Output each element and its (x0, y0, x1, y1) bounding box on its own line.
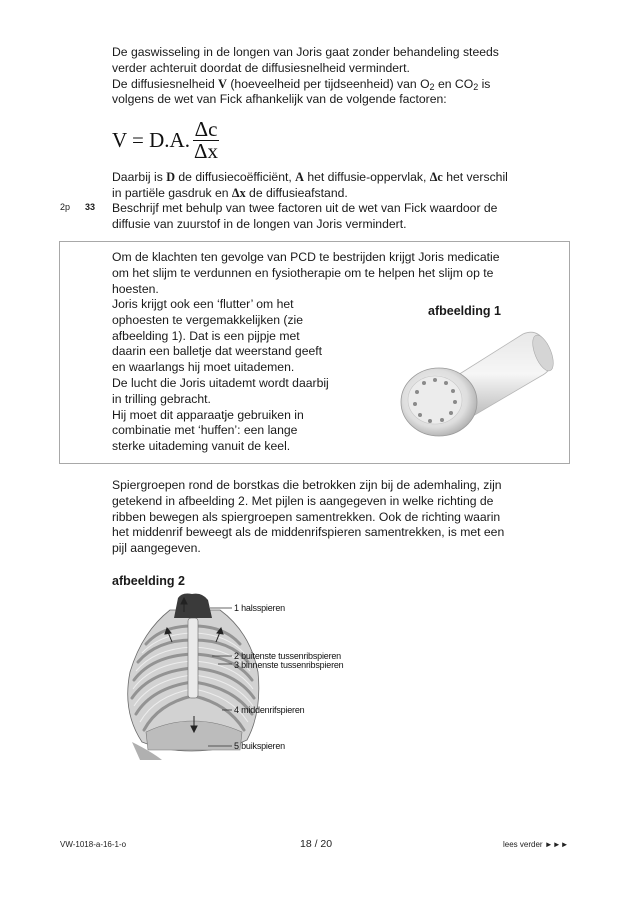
text-run: het verschil (442, 170, 508, 184)
symbol-v: V (218, 76, 227, 91)
symbol-delta-x: Δx (231, 185, 246, 200)
subscript: 2 (473, 81, 479, 92)
question-line-1: Beschrijf met behulp van twee factoren uit de wet van Fick waardoor de (112, 201, 498, 215)
intro-line-1: De gaswisseling in de longen van Joris gaat zonder behandeling steeds (112, 45, 499, 59)
muscle-label-3: 3 binnenste tussenribspieren (234, 660, 344, 670)
question-number: 33 (85, 202, 96, 212)
formula-lhs: V = D.A. (112, 127, 190, 152)
box-paragraph-2 (112, 297, 372, 455)
footer-exam-code: VW-1018-a-16-1-o (60, 840, 127, 849)
figure-2-title: afbeelding 2 (112, 574, 185, 588)
text-run: De diffusiesnelheid (112, 76, 219, 91)
explanation-paragraph (112, 170, 567, 202)
text-run: Daarbij is (112, 170, 167, 184)
question-points: 2p (60, 202, 71, 212)
symbol-a: A (295, 170, 304, 184)
explanation-line-2 (112, 186, 567, 202)
flutter-device-image (395, 320, 560, 440)
muscle-line: getekend in afbeelding 2. Met pijlen is aangegeven in welke richting de (112, 493, 494, 508)
muscle-paragraph (112, 478, 567, 557)
box-p2-line: sterke uitademing vanuit de keel. (112, 439, 291, 454)
intro-paragraph (112, 45, 567, 108)
subscript: 2 (429, 81, 435, 92)
text-run: (hoeveelheid per tijdseenheid) van O (226, 76, 430, 91)
box-p1-line-1: Om de klachten ten gevolge van PCD te bestrijden krijgt Joris medicatie (112, 250, 500, 264)
text-run: de diffusiecoëfficiënt, (175, 170, 296, 184)
box-paragraph-1 (112, 250, 567, 297)
figure-1-title: afbeelding 1 (428, 304, 501, 318)
muscle-line: het middenrif beweegt als de middenrifspieren samentrekken, is met een (112, 525, 505, 540)
text-run: en CO (434, 76, 474, 91)
question-line-2: diffusie van zuurstof in de longen van Joris vermindert. (112, 216, 407, 231)
symbol-d: D (166, 170, 175, 184)
box-p2-line: combinatie met ‘huffen’: een lange (112, 423, 298, 438)
muscle-line: pijl aangegeven. (112, 541, 201, 556)
box-p2-line: en waarlangs hij moet uitademen. (112, 360, 295, 375)
footer-next-page: lees verder ►►► (503, 840, 569, 849)
formula-denominator: Δx (193, 138, 218, 163)
text-run: is (478, 76, 491, 91)
box-p2-line: Hij moet dit apparaatje gebruiken in (112, 407, 304, 422)
muscle-line: ribben bewegen als spiergroepen samentrekken. Ook de richting waarin (112, 509, 501, 524)
box-p2-line: afbeelding 1). Dat is een pijpje met (112, 328, 300, 343)
intro-line-3 (112, 77, 567, 93)
muscle-line: Spiergroepen rond de borstkas die betrokken zijn bij de ademhaling, zijn (112, 478, 502, 492)
thorax-muscles-image (112, 592, 362, 762)
formula-fraction (192, 116, 220, 163)
fick-formula (112, 118, 220, 162)
box-p2-line: daarin een balletje dat weerstand geeft (112, 344, 323, 359)
symbol-delta-c: Δc (429, 170, 443, 184)
explanation-line-1 (112, 170, 567, 186)
muscle-label-2: 2 buitenste tussenribspieren (234, 651, 341, 661)
box-p2-line: De lucht die Joris uitademt wordt daarbij (112, 375, 329, 390)
muscle-label-4: 4 middenrifspieren (234, 705, 305, 715)
formula-numerator: Δc (194, 116, 218, 141)
box-p2-line: in trilling gebracht. (112, 391, 211, 406)
intro-line-4: volgens de wet van Fick afhankelijk van de volgende factoren: (112, 92, 447, 107)
question-text (112, 201, 567, 233)
text-run: in partiële gasdruk en (112, 185, 232, 200)
text-run: het diffusie-oppervlak, (303, 170, 430, 184)
muscle-label-1: 1 halsspieren (234, 603, 285, 613)
box-p2-line: Joris krijgt ook een ‘flutter’ om het (112, 297, 294, 311)
text-run: de diffusieafstand. (245, 185, 348, 200)
footer-page-number: 18 / 20 (300, 838, 333, 850)
muscle-label-5: 5 buikspieren (234, 741, 285, 751)
box-p1-line-3: hoesten. (112, 281, 159, 296)
box-p2-line: ophoesten te vergemakkelijken (zie (112, 312, 304, 327)
box-p1-line-2: om het slijm te verdunnen en fysiotherapie om te helpen het slijm op te (112, 265, 494, 280)
intro-line-2: verder achteruit doordat de diffusiesnelheid vermindert. (112, 60, 410, 75)
